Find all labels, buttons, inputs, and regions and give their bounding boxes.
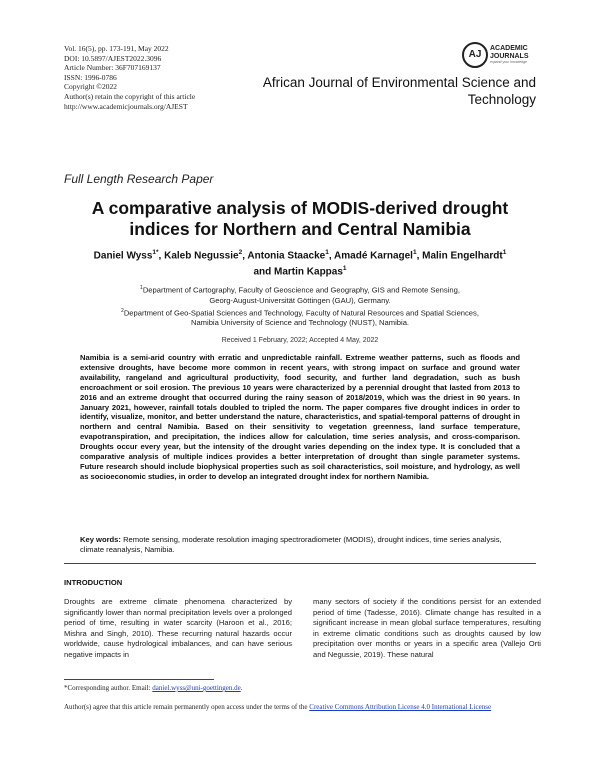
footnote-divider — [64, 679, 214, 680]
author-list — [64, 246, 536, 279]
meta-article-number: Article Number: 36F707169137 — [64, 63, 161, 73]
corresponding-mark: * — [156, 249, 159, 256]
affiliation-line: Georg-August-Universität Göttingen (GAU), Germany. — [209, 295, 391, 305]
author-affil-sup: 1 — [502, 249, 507, 256]
logo-line2: JOURNALS — [490, 52, 529, 60]
title-line2: indices for Northern and Central Namibia — [129, 219, 471, 239]
intro-column-left: Droughts are extreme climate phenomena characterized by significantly lower than normal precipitation levels over a prolonged period of time, resulting in water scarcity (Haroon et al., 2016; Mishra and Singh, 2010). These recurring natural hazards occur worldwide, cause hydrological imbalances, and can have serious negative impacts in — [64, 597, 292, 659]
license-link[interactable]: Creative Commons Attribution License 4.0 International License — [309, 703, 492, 711]
meta-copyright: Copyright ©2022 — [64, 82, 117, 92]
author-affil-sup: 2 — [238, 249, 243, 256]
corresponding-author-note — [64, 684, 536, 694]
author-name: Malin Engelhardt — [422, 250, 503, 262]
author-affil-sup: 1 — [325, 249, 329, 256]
author-name: Martin Kappas — [274, 266, 343, 278]
affiliation-line: Department of Cartography, Faculty of Geoscience and Geography, GIS and Remote Sensing, — [142, 285, 460, 295]
license-prefix: Author(s) agree that this article remain permanently open access under the terms of the — [64, 703, 310, 711]
affiliation-1 — [64, 283, 536, 306]
author-separator: , — [158, 250, 165, 262]
author-affil-sup: 1 — [152, 249, 157, 256]
received-date: Received 1 February, 2022; Accepted 4 May, 2022 — [221, 337, 379, 344]
author-line2 — [64, 262, 536, 278]
author-affil-sup: 1 — [412, 249, 417, 256]
affiliations — [64, 283, 536, 328]
author-name: Kaleb Negussie — [164, 250, 239, 262]
author-email-link[interactable]: daniel.wyss@uni-goettingen.de — [152, 684, 241, 692]
journal-name-line2: Technology — [467, 92, 536, 107]
meta-doi: DOI: 10.5897/AJEST2022.3096 — [64, 53, 162, 63]
license-note — [64, 702, 536, 712]
logo-tagline: expand your knowledge — [490, 60, 527, 64]
journal-name-line1: African Journal of Environmental Science and — [262, 75, 536, 90]
abstract: Namibia is a semi-arid country with erratic and unpredictable rainfall. Extreme weather patterns, such as floods and extensive droughts, have become more common in recent years, with strong impact on surface and ground water availability, rangeland and agricultural productivity, food security, and further land degradation, such as bush encroachment or soil erosion. The previous 10 years were characterized by a perennial drought that lasted from 2013 to 2016 and an extreme drought that occurred during the rainy season of 2018/2019, which was the driest in 90 years. In January 2021, however, rainfall totals doubled to tripled the norm. The paper compares five drought indices in order to identify, visualize, monitor, and better understand the nature, characteristics, and spatial-temporal patterns of drought in northern and central Namibia. Based on their sensitivity to vegetation greenness, land surface temperature, evapotranspiration, and precipitation, the indices allow for calculation, time series analysis, and cross-comparison. Droughts occur every year, but the intensity of the drought varies depending on the index type. It is concluded that a comparative analysis of multiple indices provides a better interpretation of drought than single parameter systems. Future research should include biophysical properties such as soil characteristics, soil moisture, and hydrology, as well as socioeconomic studies, in order to develop an integrated drought index for northern Namibia. — [80, 353, 520, 481]
title-line1: A comparative analysis of MODIS-derived drought — [91, 198, 509, 218]
affiliation-2 — [64, 306, 536, 329]
affiliation-line: Namibia University of Science and Technology (NUST), Namibia. — [190, 318, 410, 328]
logo-mark: AJ — [462, 42, 488, 68]
footnote-prefix: *Corresponding author. Email: — [64, 684, 153, 692]
keywords-text: Remote sensing, moderate resolution imaging spectroradiometer (MODIS), drought indices, time series analysis, climate reanalysis, Namibia. — [80, 535, 502, 554]
affiliation-line: Department of Geo-Spatial Sciences and Technology, Faculty of Natural Resources and Spatial Sciences, — [123, 308, 479, 318]
journal-logo — [462, 42, 572, 68]
meta-volume: Vol. 16(5), pp. 173-191, May 2022 — [64, 44, 169, 53]
author-name: Amadé Karnagel — [334, 250, 413, 262]
keywords — [80, 535, 520, 555]
affiliation-sup: 1 — [140, 285, 143, 291]
meta-rights: Author(s) retain the copyright of this article — [64, 91, 196, 101]
author-separator: , — [328, 250, 335, 262]
journal-name — [236, 74, 536, 108]
section-heading-introduction: INTRODUCTION — [64, 578, 123, 587]
logo-wordmark — [490, 45, 529, 60]
author-joiner: and — [253, 266, 272, 278]
intro-column-right: many sectors of society if the conditions persist for an extended period of time (Tadesse, 2016). Climate change has resulted in a significant increase in mean global surface temperatures, resulting in extreme climatic conditions such as droughts caused by low precipitation over months or years in a specific area (Vallejo Orti and Negussie, 2019). These natural — [313, 597, 541, 659]
logo-line1: ACADEMIC — [490, 45, 528, 52]
author-line1 — [64, 246, 536, 262]
author-affil-sup: 1 — [342, 265, 347, 273]
affiliation-sup: 2 — [121, 307, 124, 314]
author-separator: , — [242, 250, 248, 262]
footnote-suffix: . — [240, 684, 243, 692]
paper-title — [64, 198, 536, 240]
author-name: Antonia Staacke — [247, 250, 326, 262]
divider-top — [64, 563, 536, 564]
meta-issn: ISSN: 1996-0786 — [64, 72, 117, 82]
paper-type: Full Length Research Paper — [64, 172, 214, 186]
keywords-label: Key words: — [80, 535, 121, 544]
author-separator: , — [416, 250, 423, 262]
meta-url: http://www.academicjournals.org/AJEST — [64, 101, 188, 111]
author-name: Daniel Wyss — [93, 250, 153, 262]
